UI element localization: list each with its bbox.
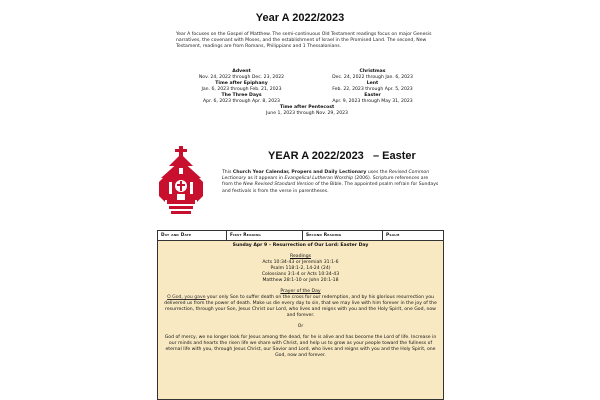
header-psalm: Psalm xyxy=(386,233,400,238)
desc-italic: Evangelical Lutheran Worship xyxy=(284,176,354,182)
season-dates: Apr. 9, 2023 through May 31, 2023 xyxy=(332,99,413,104)
desc-text: This xyxy=(222,170,233,175)
description-paragraph xyxy=(222,170,440,195)
season-dates: Dec. 24, 2022 through Jan. 6, 2023 xyxy=(332,75,413,80)
reading-item: Colossians 3:1-4 or Acts 10:34-43 xyxy=(261,272,340,277)
seasons-row xyxy=(176,69,438,81)
desc-text: as it appears in xyxy=(246,176,285,182)
day-title: Sunday Apr 9 – Resurrection of Our Lord: Easter Day xyxy=(232,243,369,248)
church-emblem-icon xyxy=(157,146,205,218)
page-title: Year A 2022/2023 xyxy=(255,12,345,24)
season-name: Time after Epiphany xyxy=(215,81,268,86)
table-header xyxy=(158,231,443,241)
desc-text: of the Bible. The appointed psalm refrain for Sundays and festivals is from the verse in parentheses. xyxy=(222,182,439,194)
season-three-days xyxy=(176,93,307,105)
season-lent xyxy=(307,81,438,93)
seasons-row xyxy=(176,81,438,93)
table-body xyxy=(158,241,443,400)
header-first-reading: First Reading xyxy=(227,231,303,240)
prayer-link[interactable]: O God, you gave xyxy=(167,295,206,300)
readings-heading: Readings xyxy=(289,254,312,259)
lectionary-table xyxy=(157,230,444,400)
season-dates: June 1, 2023 through Nov. 29, 2023 xyxy=(266,111,348,116)
season-name: Lent xyxy=(366,81,379,86)
season-dates: Jan. 6, 2023 through Feb. 21, 2023 xyxy=(201,87,282,92)
season-name: Advent xyxy=(232,69,251,74)
seasons-list xyxy=(176,69,438,117)
reading-item: Psalm 118:1-2, 14-24 (24) xyxy=(270,266,331,271)
or-label: Or xyxy=(297,324,304,329)
season-pentecost xyxy=(176,105,438,117)
season-name: Time after Pentecost xyxy=(279,105,335,110)
season-easter xyxy=(307,93,438,105)
section-season: – Easter xyxy=(372,150,416,162)
desc-text: uses the xyxy=(366,170,389,175)
reading-item: Acts 10:34-43 or Jeremiah 31:1-6 xyxy=(262,260,339,265)
season-advent xyxy=(176,69,307,81)
desc-bold: Church Year Calendar, Propers and Daily Lectionary xyxy=(232,170,367,175)
header-second-reading: Second Reading xyxy=(303,231,383,240)
header-day-date: Day and Date xyxy=(158,231,227,240)
prayer-paragraph xyxy=(158,295,443,319)
prayer-text: your only Son to suffer death on the cross for our redemption, and by his glorious resurrection you delivered us from the power of death. Make us die every day to sin, that we may live with him forever in the joy of the resurrection, through your Son, Jesus Christ our Lord, who lives and reigns with you and the Holy Spirit, one God, now and forever. xyxy=(164,295,437,318)
season-dates: Feb. 22, 2023 through Apr. 5, 2023 xyxy=(332,87,413,92)
season-epiphany xyxy=(176,81,307,93)
intro-paragraph: Year A focuses on the Gospel of Matthew. The semi-continuous Old Testament readings focus on major Genesis narratives, the covenant with Moses, and the establishment of Israel in the Promised Land. The second, New Testament, readings are from Romans, Philippians and 1 Thessalonians. xyxy=(176,32,432,50)
prayer-heading: Prayer of the Day xyxy=(280,289,321,294)
season-dates: Apr. 6, 2023 through Apr. 8, 2023 xyxy=(203,99,280,104)
season-dates: Nov. 24, 2022 through Dec. 23, 2022 xyxy=(198,75,285,80)
seasons-row xyxy=(176,93,438,105)
section-year: YEAR A 2022/2023 xyxy=(268,150,364,162)
season-christmas xyxy=(307,69,438,81)
season-name: Easter xyxy=(364,93,381,98)
section-title xyxy=(268,150,416,162)
season-name: Christmas xyxy=(359,69,386,74)
reading-item: Matthew 28:1-10 or John 20:1-18 xyxy=(262,278,339,283)
desc-italic: New Revised Standard Version xyxy=(243,182,314,188)
alternate-prayer: God of mercy, we no longer look for Jesus among the dead, for he is alive and has become the Lord of life. Increase in our minds and hearts the risen life we share with Christ, and help us to grow as your people toward the fullness of eternal life with you, through Jesus Christ, our Savior and Lord, who lives and reigns with you and the Holy Spirit, one God, now and forever. xyxy=(164,335,437,358)
desc-italic: Revised Common Lectionary xyxy=(222,170,430,182)
desc-text: (2006). Scripture references are from the xyxy=(222,176,429,188)
season-name: The Three Days xyxy=(221,93,262,98)
